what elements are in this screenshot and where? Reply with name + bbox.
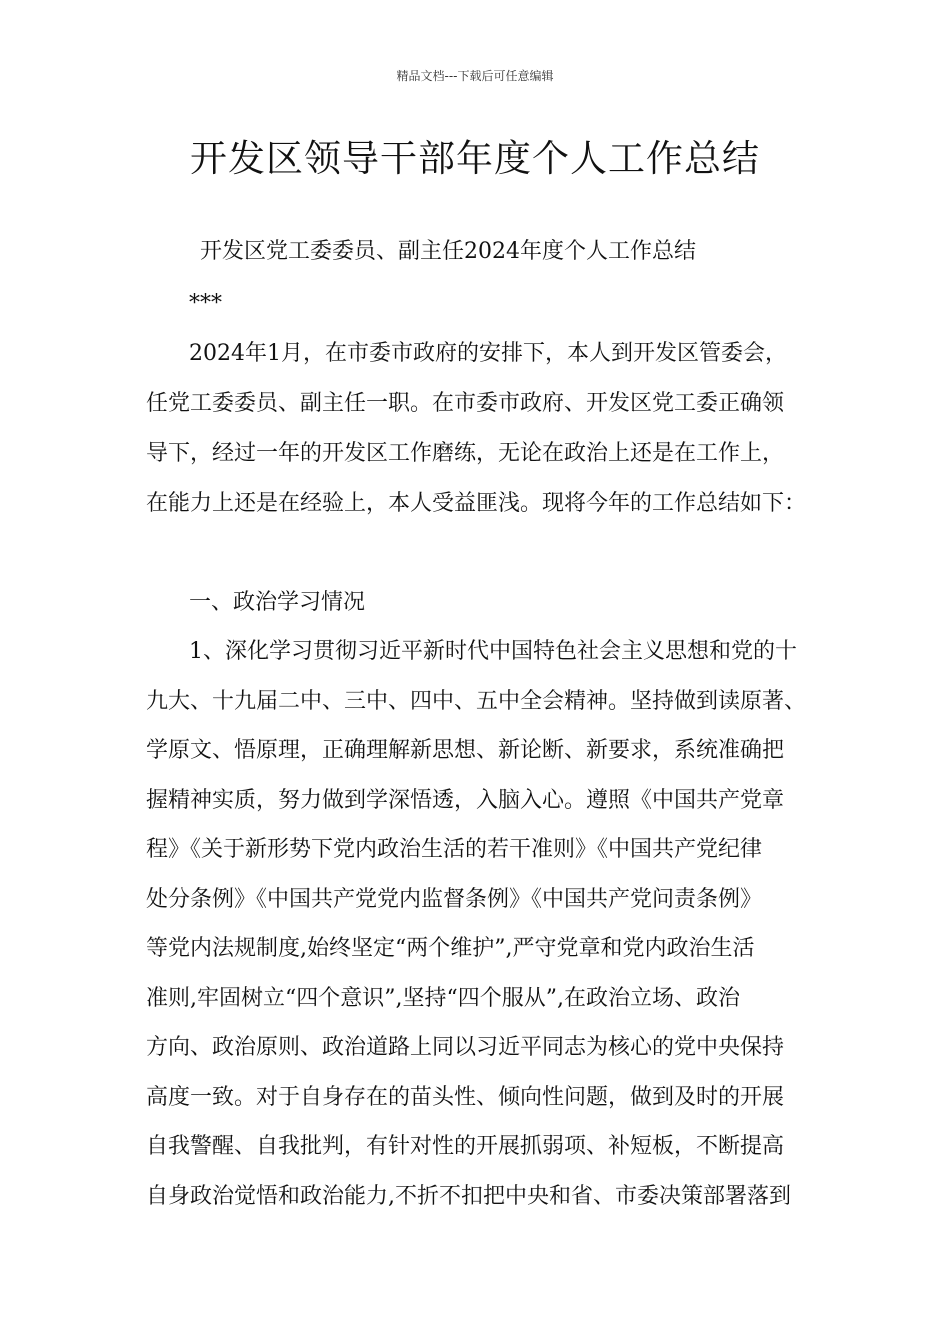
paragraph-line: 高度一致。对于自身存在的苗头性、倾向性问题，做到及时的开展 xyxy=(146,1085,785,1110)
section-heading: 一、政治学习情况 xyxy=(189,590,366,615)
intro-line: 任党工委委员、副主任一职。在市委市政府、开发区党工委正确领 xyxy=(146,391,785,416)
paragraph-line: 九大、十九届二中、三中、四中、五中全会精神。坚持做到读原著、 xyxy=(146,689,807,714)
paragraph-line: 握精神实质，努力做到学深悟透，入脑入心。遵照《中国共产党章 xyxy=(146,788,785,813)
paragraph-line: 自我警醒、自我批判，有针对性的开展抓弱项、补短板，不断提高 xyxy=(146,1134,785,1159)
intro-line: 2024年1月，在市委市政府的安排下，本人到开发区管委会， xyxy=(189,341,787,366)
paragraph-line: 程》《关于新形势下党内政治生活的若干准则》《中国共产党纪律 xyxy=(146,837,763,862)
header-note: 精品文档---下载后可任意编辑 xyxy=(396,69,554,83)
paragraph-line: 方向、政治原则、政治道路上同以习近平同志为核心的党中央保持 xyxy=(146,1035,785,1060)
paragraph-line: 准则,牢固树立“四个意识”,坚持“四个服从”,在政治立场、政治 xyxy=(146,986,740,1011)
document-title: 开发区领导干部年度个人工作总结 xyxy=(190,137,760,180)
paragraph-line: 1、深化学习贯彻习近平新时代中国特色社会主义思想和党的十 xyxy=(189,639,797,664)
paragraph-line: 自身政治觉悟和政治能力,不折不扣把中央和省、市委决策部署落到 xyxy=(146,1184,791,1209)
intro-line: 导下，经过一年的开发区工作磨练，无论在政治上还是在工作上， xyxy=(146,441,785,466)
paragraph-line: 等党内法规制度,始终坚定“两个维护”,严守党章和党内政治生活 xyxy=(146,936,755,961)
intro-line: 在能力上还是在经验上，本人受益匪浅。现将今年的工作总结如下： xyxy=(146,491,807,516)
paragraph-line: 学原文、悟原理，正确理解新思想、新论断、新要求，系统准确把 xyxy=(146,738,785,763)
separator: *** xyxy=(189,291,222,316)
document-subtitle: 开发区党工委委员、副主任2024年度个人工作总结 xyxy=(200,239,696,264)
paragraph-line: 处分条例》《中国共产党党内监督条例》《中国共产党问责条例》 xyxy=(146,887,763,912)
